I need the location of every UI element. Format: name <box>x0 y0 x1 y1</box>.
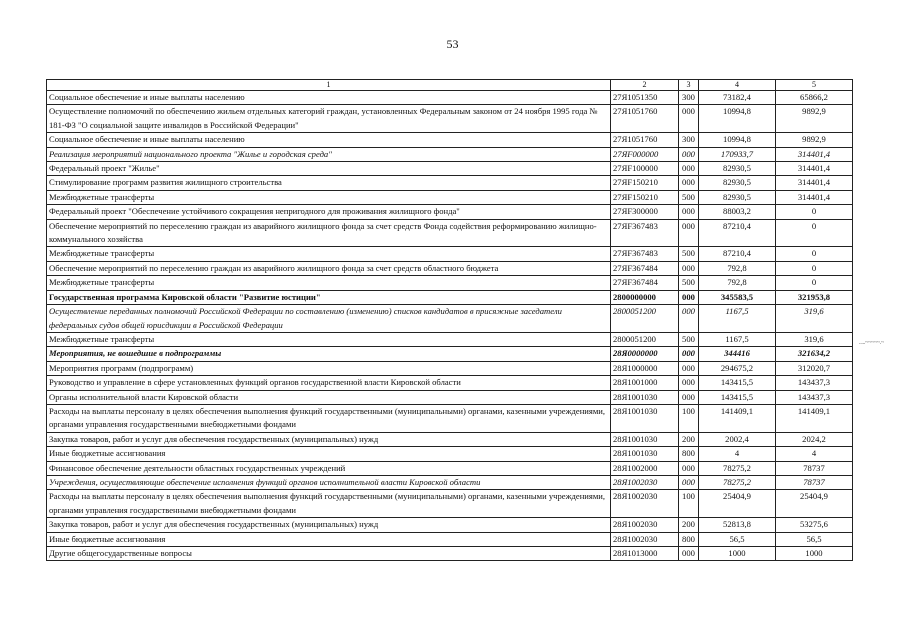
row-code-cell: 2800051200 <box>611 305 679 333</box>
row-type-cell: 800 <box>679 532 699 546</box>
row-name-cell: Закупка товаров, работ и услуг для обеспечения государственных (муниципальных) нужд <box>47 518 611 532</box>
row-type-cell: 500 <box>679 190 699 204</box>
row-code-cell: 2800051200 <box>611 332 679 346</box>
row-name-cell: Руководство и управление в сфере установленных функций органов государственной власти Кировской области <box>47 376 611 390</box>
row-amount-2-cell: 314401,4 <box>776 190 853 204</box>
row-name-cell: Мероприятия, не вошедшие в подпрограммы <box>47 347 611 361</box>
row-name-cell: Расходы на выплаты персоналу в целях обеспечения выполнения функций государственными (муниципальными) органами, казенными учреждениями, органами управления государственными внебюджетными фондами <box>47 404 611 432</box>
row-name-cell: Межбюджетные трансферты <box>47 276 611 290</box>
row-amount-2-cell: 314401,4 <box>776 176 853 190</box>
row-type-cell: 100 <box>679 404 699 432</box>
budget-table <box>46 79 853 561</box>
row-type-cell: 300 <box>679 91 699 105</box>
row-amount-1-cell: 52813,8 <box>699 518 776 532</box>
row-code-cell: 28Я1002000 <box>611 461 679 475</box>
row-type-cell: 000 <box>679 219 699 247</box>
row-code-cell: 27Я1051760 <box>611 133 679 147</box>
row-amount-1-cell: 82930,5 <box>699 190 776 204</box>
row-amount-1-cell: 143415,5 <box>699 376 776 390</box>
row-type-cell: 800 <box>679 447 699 461</box>
row-amount-1-cell: 2002,4 <box>699 432 776 446</box>
row-amount-2-cell: 0 <box>776 276 853 290</box>
row-code-cell: 28Я1001030 <box>611 404 679 432</box>
table-row <box>47 332 853 346</box>
row-type-cell: 000 <box>679 205 699 219</box>
row-amount-2-cell: 9892,9 <box>776 105 853 133</box>
row-name-cell: Реализация мероприятий национального проекта "Жилье и городская среда" <box>47 147 611 161</box>
row-amount-1-cell: 73182,4 <box>699 91 776 105</box>
row-type-cell: 000 <box>679 547 699 561</box>
margin-mark: .....~~~~~.~ <box>859 340 884 346</box>
row-amount-2-cell: 0 <box>776 261 853 275</box>
table-row <box>47 447 853 461</box>
row-type-cell: 000 <box>679 305 699 333</box>
row-code-cell: 27ЯF000000 <box>611 147 679 161</box>
row-amount-2-cell: 78737 <box>776 461 853 475</box>
table-row <box>47 547 853 561</box>
table-row <box>47 305 853 333</box>
row-name-cell: Осуществление полномочий по обеспечению жильем отдельных категорий граждан, установленных Федеральным законом от 24 ноября 1995 года № 181-ФЗ "О социальной защите инвалидов в Российской Федерации" <box>47 105 611 133</box>
row-type-cell: 000 <box>679 347 699 361</box>
row-amount-1-cell: 78275,2 <box>699 475 776 489</box>
row-name-cell: Социальное обеспечение и иные выплаты населению <box>47 133 611 147</box>
header-row <box>47 80 853 91</box>
row-code-cell: 28Я1001030 <box>611 390 679 404</box>
row-type-cell: 200 <box>679 518 699 532</box>
row-amount-2-cell: 141409,1 <box>776 404 853 432</box>
table-row <box>47 475 853 489</box>
row-name-cell: Расходы на выплаты персоналу в целях обеспечения выполнения функций государственными (муниципальными) органами, казенными учреждениями, органами управления государственными внебюджетными фондами <box>47 490 611 518</box>
row-amount-2-cell: 2024,2 <box>776 432 853 446</box>
row-type-cell: 200 <box>679 432 699 446</box>
table-row <box>47 361 853 375</box>
row-amount-1-cell: 10994,8 <box>699 133 776 147</box>
row-amount-2-cell: 78737 <box>776 475 853 489</box>
row-code-cell: 27ЯF367483 <box>611 247 679 261</box>
header-cell-code: 2 <box>611 80 679 91</box>
row-amount-1-cell: 1000 <box>699 547 776 561</box>
table-row <box>47 390 853 404</box>
row-amount-2-cell: 321953,8 <box>776 290 853 304</box>
row-amount-2-cell: 53275,6 <box>776 518 853 532</box>
row-amount-1-cell: 1167,5 <box>699 332 776 346</box>
row-code-cell: 27Я1051760 <box>611 105 679 133</box>
row-type-cell: 000 <box>679 290 699 304</box>
row-type-cell: 500 <box>679 332 699 346</box>
row-amount-1-cell: 170933,7 <box>699 147 776 161</box>
row-amount-2-cell: 321634,2 <box>776 347 853 361</box>
row-amount-2-cell: 319,6 <box>776 332 853 346</box>
table-row <box>47 518 853 532</box>
row-amount-2-cell: 1000 <box>776 547 853 561</box>
table-row <box>47 219 853 247</box>
header-cell-amount-1: 4 <box>699 80 776 91</box>
table-row <box>47 347 853 361</box>
table-row <box>47 176 853 190</box>
row-type-cell: 000 <box>679 390 699 404</box>
row-code-cell: 28Я0000000 <box>611 347 679 361</box>
table-row <box>47 133 853 147</box>
table-row <box>47 532 853 546</box>
row-amount-1-cell: 87210,4 <box>699 219 776 247</box>
table-row <box>47 190 853 204</box>
row-amount-2-cell: 9892,9 <box>776 133 853 147</box>
row-amount-2-cell: 25404,9 <box>776 490 853 518</box>
row-type-cell: 100 <box>679 490 699 518</box>
row-amount-2-cell: 312020,7 <box>776 361 853 375</box>
row-name-cell: Межбюджетные трансферты <box>47 247 611 261</box>
row-name-cell: Осуществление переданных полномочий Российской Федерации по составлению (изменению) списков кандидатов в присяжные заседатели федеральных судов общей юрисдикции в Российской Федерации <box>47 305 611 333</box>
table-row <box>47 376 853 390</box>
row-amount-2-cell: 319,6 <box>776 305 853 333</box>
row-type-cell: 000 <box>679 162 699 176</box>
row-type-cell: 500 <box>679 276 699 290</box>
table-row <box>47 276 853 290</box>
table-row <box>47 205 853 219</box>
row-name-cell: Органы исполнительной власти Кировской области <box>47 390 611 404</box>
row-name-cell: Мероприятия программ (подпрограмм) <box>47 361 611 375</box>
row-amount-1-cell: 143415,5 <box>699 390 776 404</box>
row-code-cell: 28Я1002030 <box>611 475 679 489</box>
table-row <box>47 404 853 432</box>
row-code-cell: 27ЯF367484 <box>611 276 679 290</box>
row-amount-1-cell: 87210,4 <box>699 247 776 261</box>
row-type-cell: 000 <box>679 376 699 390</box>
row-type-cell: 500 <box>679 247 699 261</box>
row-code-cell: 27ЯF150210 <box>611 176 679 190</box>
row-name-cell: Другие общегосударственные вопросы <box>47 547 611 561</box>
row-name-cell: Обеспечение мероприятий по переселению граждан из аварийного жилищного фонда за счет средств областного бюджета <box>47 261 611 275</box>
budget-table-body <box>47 80 853 561</box>
row-type-cell: 000 <box>679 176 699 190</box>
row-code-cell: 28Я1013000 <box>611 547 679 561</box>
row-code-cell: 2800000000 <box>611 290 679 304</box>
row-amount-2-cell: 143437,3 <box>776 376 853 390</box>
row-amount-2-cell: 314401,4 <box>776 147 853 161</box>
row-type-cell: 000 <box>679 361 699 375</box>
row-amount-2-cell: 0 <box>776 219 853 247</box>
row-amount-1-cell: 25404,9 <box>699 490 776 518</box>
row-amount-2-cell: 56,5 <box>776 532 853 546</box>
table-row <box>47 162 853 176</box>
row-name-cell: Финансовое обеспечение деятельности областных государственных учреждений <box>47 461 611 475</box>
row-amount-1-cell: 56,5 <box>699 532 776 546</box>
row-name-cell: Учреждения, осуществляющие обеспечение исполнения функций органов исполнительной власти Кировской области <box>47 475 611 489</box>
table-row <box>47 490 853 518</box>
row-type-cell: 300 <box>679 133 699 147</box>
row-code-cell: 27Я1051350 <box>611 91 679 105</box>
row-type-cell: 000 <box>679 475 699 489</box>
row-name-cell: Государственная программа Кировской области "Развитие юстиции" <box>47 290 611 304</box>
row-amount-1-cell: 1167,5 <box>699 305 776 333</box>
row-amount-2-cell: 65866,2 <box>776 91 853 105</box>
row-amount-1-cell: 82930,5 <box>699 176 776 190</box>
row-amount-1-cell: 4 <box>699 447 776 461</box>
row-code-cell: 28Я1001000 <box>611 376 679 390</box>
row-amount-1-cell: 344416 <box>699 347 776 361</box>
header-cell-amount-2: 5 <box>776 80 853 91</box>
row-code-cell: 28Я1001030 <box>611 432 679 446</box>
table-row <box>47 147 853 161</box>
row-amount-1-cell: 10994,8 <box>699 105 776 133</box>
row-code-cell: 27ЯF100000 <box>611 162 679 176</box>
row-code-cell: 28Я1000000 <box>611 361 679 375</box>
row-amount-1-cell: 345583,5 <box>699 290 776 304</box>
row-amount-1-cell: 88003,2 <box>699 205 776 219</box>
row-amount-2-cell: 314401,4 <box>776 162 853 176</box>
row-type-cell: 000 <box>679 147 699 161</box>
row-amount-1-cell: 792,8 <box>699 276 776 290</box>
row-amount-2-cell: 4 <box>776 447 853 461</box>
table-row <box>47 105 853 133</box>
header-cell-name: 1 <box>47 80 611 91</box>
table-row <box>47 461 853 475</box>
row-amount-2-cell: 0 <box>776 205 853 219</box>
row-amount-1-cell: 82930,5 <box>699 162 776 176</box>
row-code-cell: 27ЯF300000 <box>611 205 679 219</box>
row-name-cell: Межбюджетные трансферты <box>47 190 611 204</box>
row-code-cell: 28Я1002030 <box>611 518 679 532</box>
row-code-cell: 28Я1002030 <box>611 532 679 546</box>
row-name-cell: Закупка товаров, работ и услуг для обеспечения государственных (муниципальных) нужд <box>47 432 611 446</box>
row-amount-1-cell: 294675,2 <box>699 361 776 375</box>
row-name-cell: Обеспечение мероприятий по переселению граждан из аварийного жилищного фонда за счет средств Фонда содействия реформированию жилищно-коммунального хозяйства <box>47 219 611 247</box>
row-name-cell: Иные бюджетные ассигнования <box>47 532 611 546</box>
row-code-cell: 28Я1001030 <box>611 447 679 461</box>
header-cell-type: 3 <box>679 80 699 91</box>
row-code-cell: 27ЯF367483 <box>611 219 679 247</box>
row-type-cell: 000 <box>679 105 699 133</box>
page-number: 53 <box>446 37 459 51</box>
row-name-cell: Федеральный проект "Жилье" <box>47 162 611 176</box>
row-code-cell: 28Я1002030 <box>611 490 679 518</box>
row-type-cell: 000 <box>679 461 699 475</box>
row-name-cell: Иные бюджетные ассигнования <box>47 447 611 461</box>
table-row <box>47 432 853 446</box>
row-type-cell: 000 <box>679 261 699 275</box>
table-row <box>47 247 853 261</box>
row-name-cell: Стимулирование программ развития жилищного строительства <box>47 176 611 190</box>
row-amount-2-cell: 0 <box>776 247 853 261</box>
row-amount-1-cell: 792,8 <box>699 261 776 275</box>
table-row <box>47 290 853 304</box>
row-amount-1-cell: 78275,2 <box>699 461 776 475</box>
row-name-cell: Федеральный проект "Обеспечение устойчивого сокращения непригодного для проживания жилищного фонда" <box>47 205 611 219</box>
row-name-cell: Социальное обеспечение и иные выплаты населению <box>47 91 611 105</box>
table-row <box>47 91 853 105</box>
table-row <box>47 261 853 275</box>
row-amount-2-cell: 143437,3 <box>776 390 853 404</box>
row-name-cell: Межбюджетные трансферты <box>47 332 611 346</box>
row-code-cell: 27ЯF367484 <box>611 261 679 275</box>
row-code-cell: 27ЯF150210 <box>611 190 679 204</box>
row-amount-1-cell: 141409,1 <box>699 404 776 432</box>
